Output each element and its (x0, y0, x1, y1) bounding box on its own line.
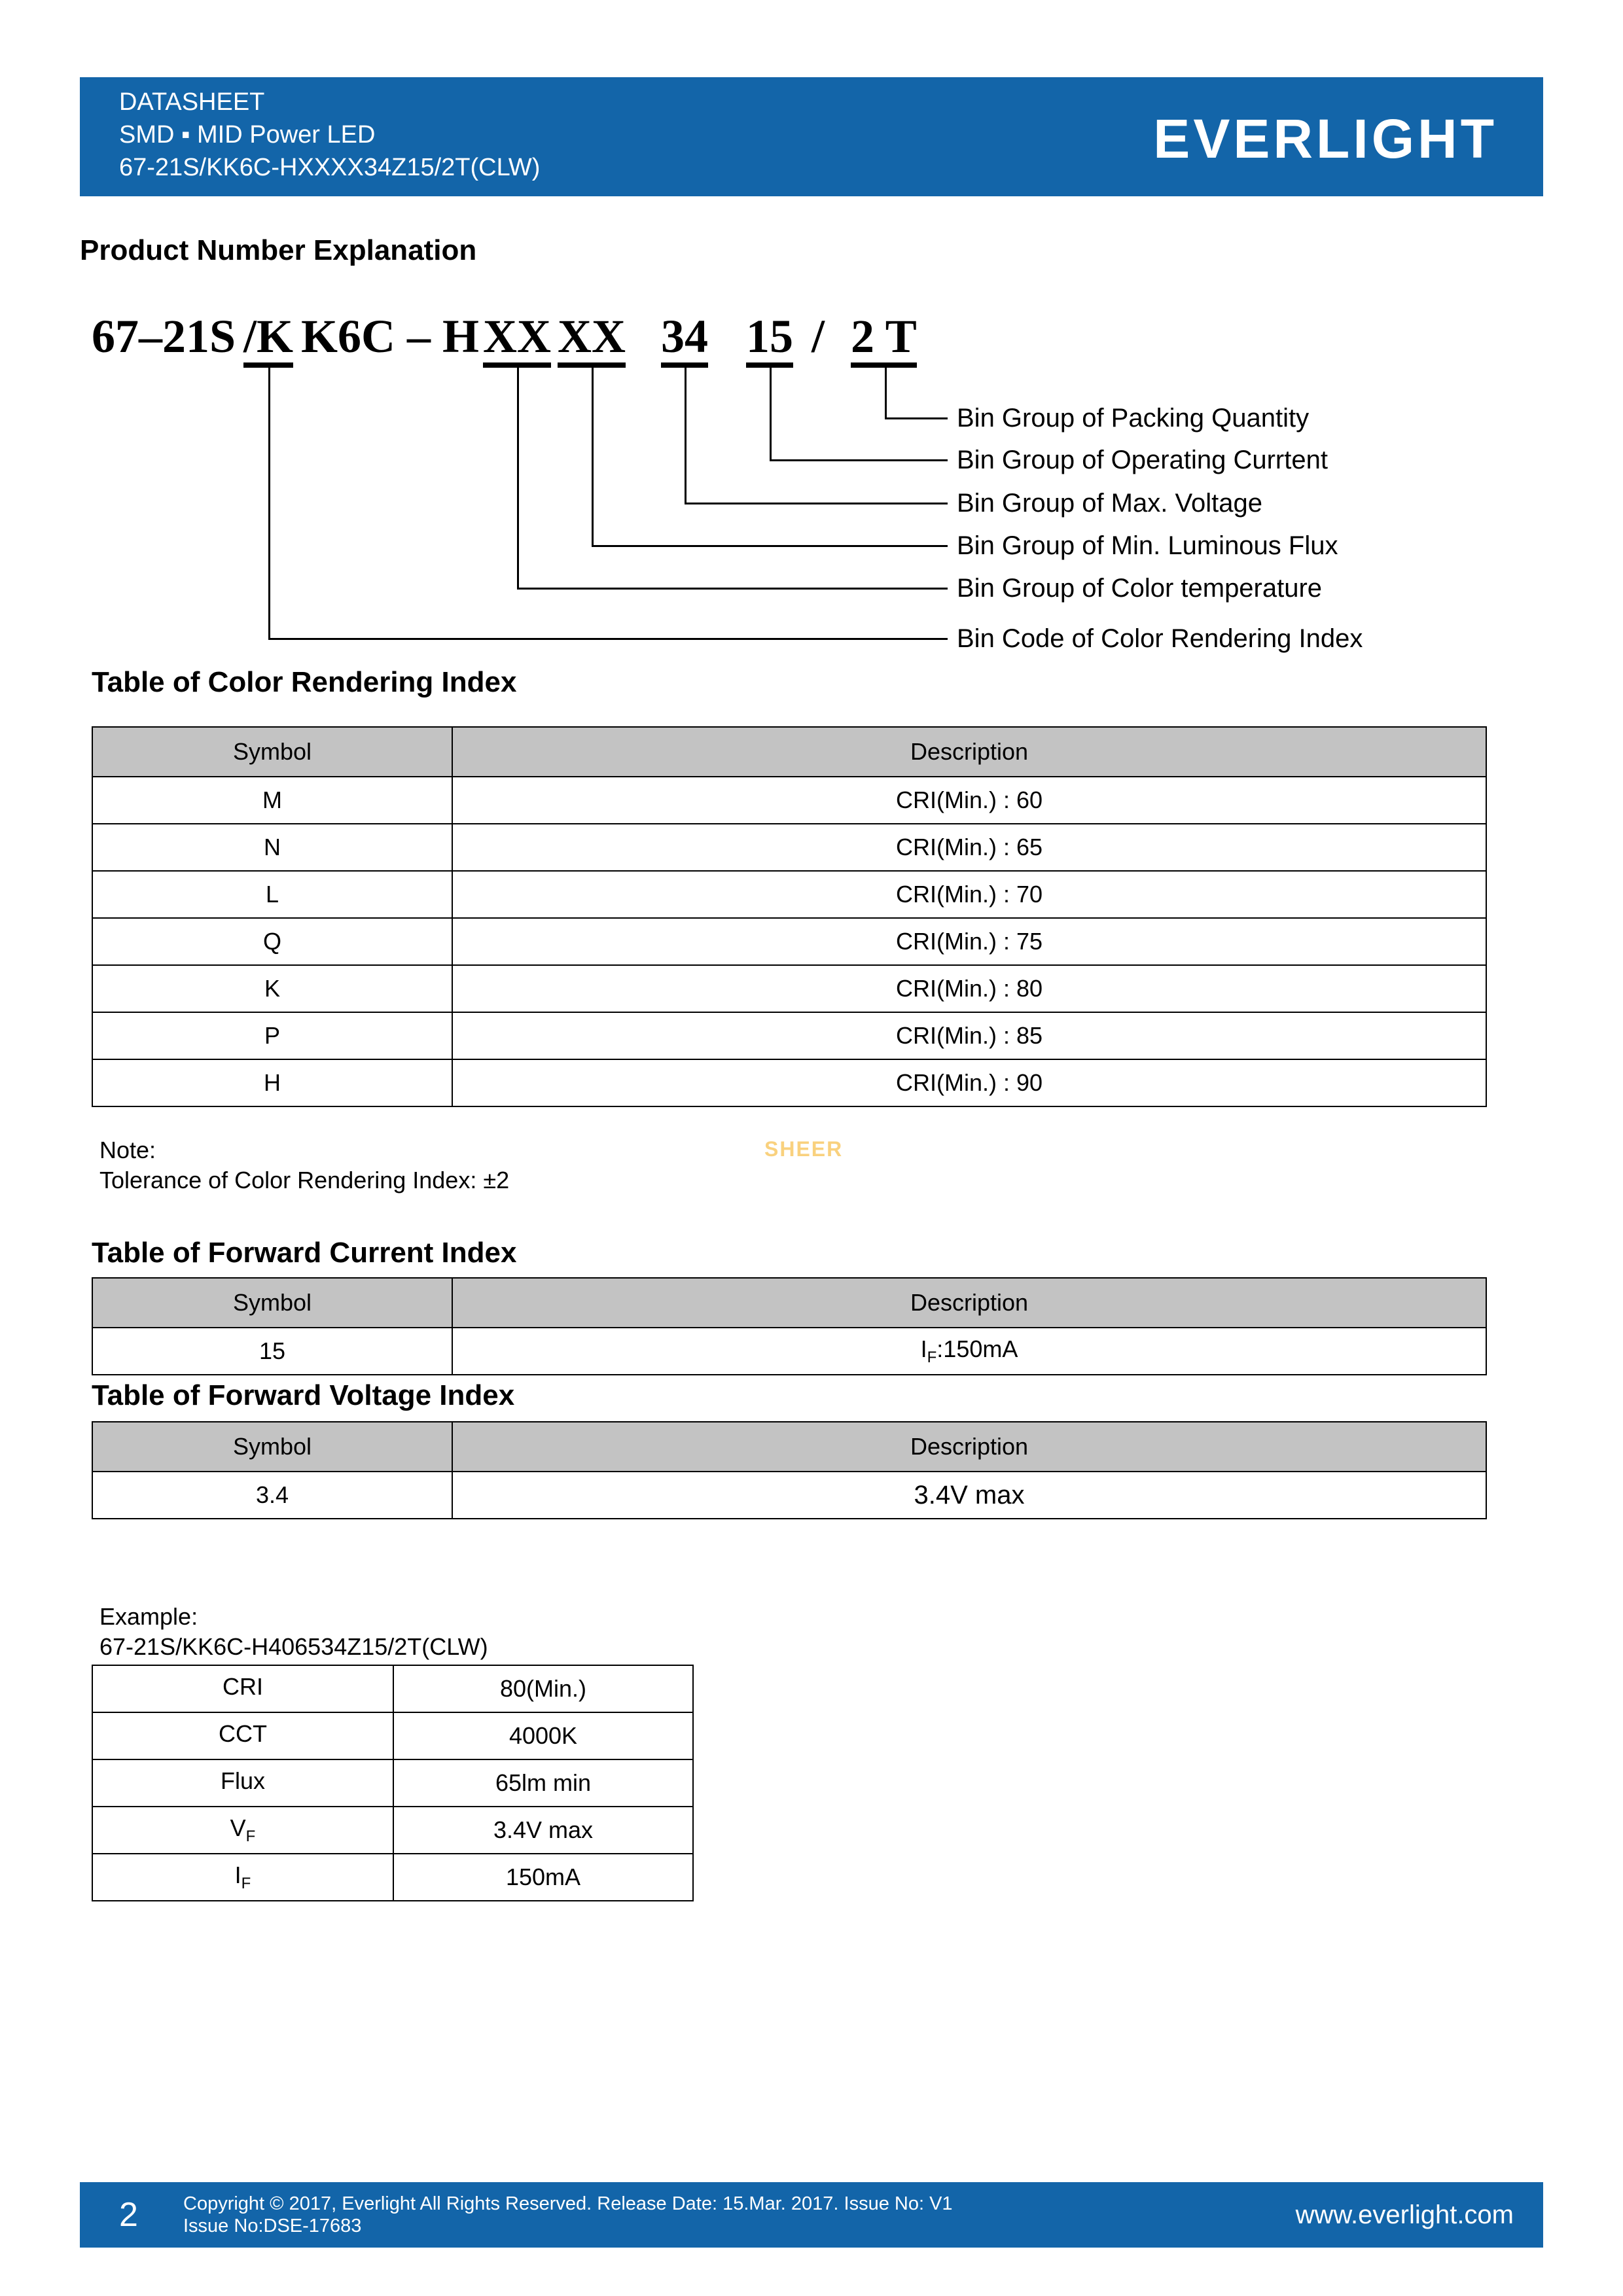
cri-description-cell: CRI(Min.) : 80 (452, 965, 1486, 1012)
connector-horizontal-cct (517, 588, 948, 590)
product-family-label: SMD ▪ MID Power LED (119, 121, 376, 149)
cri-table (92, 726, 1487, 1107)
table-row (92, 777, 1486, 824)
page-number: 2 (119, 2196, 138, 2234)
copyright-line-2: Issue No:DSE-17683 (183, 2216, 362, 2236)
diagram-label-cct: Bin Group of Color temperature (957, 574, 1323, 603)
cri-symbol-cell: Q (92, 918, 452, 965)
diagram-label-cri: Bin Code of Color Rendering Index (957, 624, 1363, 653)
part-segment-series: 67–21S (92, 310, 236, 362)
forward-voltage-table-title: Table of Forward Voltage Index (92, 1379, 515, 1411)
watermark-text: SHEER (764, 1137, 844, 1161)
cri-symbol-cell: K (92, 965, 452, 1012)
connector-vertical-cct (517, 368, 519, 590)
part-segment-packing: 2 T (851, 313, 917, 368)
fv-description-cell: 3.4V max (452, 1472, 1486, 1519)
table-row (92, 1854, 693, 1901)
table-row (92, 1012, 1486, 1059)
example-table (92, 1665, 694, 1901)
cri-symbol-cell: M (92, 777, 452, 824)
example-param-cell: $I_F$ (92, 1854, 393, 1901)
table-row (92, 1665, 693, 1712)
connector-horizontal-flux (592, 545, 948, 547)
example-part-number: 67-21S/KK6C-H406534Z15/2T(CLW) (99, 1633, 488, 1660)
example-param-cell: CRI (92, 1665, 393, 1712)
datasheet-label: DATASHEET (119, 88, 265, 116)
cri-description-cell: CRI(Min.) : 90 (452, 1059, 1486, 1106)
cri-header-symbol: Symbol (92, 727, 452, 777)
table-row (92, 1759, 693, 1807)
table-row (92, 1328, 1486, 1375)
table-row (92, 965, 1486, 1012)
part-segment-cri-code: /K (243, 313, 293, 368)
footer-bar (80, 2182, 1543, 2248)
table-row (92, 1472, 1486, 1519)
table-row (92, 1059, 1486, 1106)
part-segment-package: K6C – H (301, 310, 480, 362)
diagram-label-flux: Bin Group of Min. Luminous Flux (957, 531, 1338, 560)
example-param-cell: CCT (92, 1712, 393, 1759)
connector-vertical-flux (592, 368, 594, 547)
cri-description-cell: CRI(Min.) : 60 (452, 777, 1486, 824)
table-row (92, 1807, 693, 1854)
cri-header-description: Description (452, 727, 1486, 777)
fc-symbol-cell: 15 (92, 1328, 452, 1375)
part-segment-cct: XX (483, 313, 551, 368)
example-label: Example: (99, 1603, 198, 1630)
website-link: www.everlight.com (1295, 2200, 1514, 2229)
fc-header-symbol: Symbol (92, 1278, 452, 1328)
part-segment-flux: XX (558, 313, 626, 368)
part-number-header: 67-21S/KK6C-HXXXX34Z15/2T(CLW) (119, 154, 541, 181)
example-value-cell: 150mA (393, 1854, 693, 1901)
example-param-cell: $V_F$ (92, 1807, 393, 1854)
diagram-label-current: Bin Group of Operating Currtent (957, 446, 1328, 474)
fc-header-description: Description (452, 1278, 1486, 1328)
copyright-block (183, 2193, 953, 2237)
page-title: Product Number Explanation (80, 234, 477, 266)
connector-vertical-packing (885, 368, 887, 419)
part-segment-voltage: 34 (661, 313, 708, 368)
diagram-label-packing: Bin Group of Packing Quantity (957, 404, 1310, 433)
diagram-label-voltage: Bin Group of Max. Voltage (957, 489, 1262, 518)
connector-horizontal-voltage (685, 503, 948, 504)
connector-vertical-cri (268, 368, 270, 640)
example-value-cell: 3.4V max (393, 1807, 693, 1854)
connector-horizontal-cri (268, 638, 948, 640)
cri-description-cell: CRI(Min.) : 70 (452, 871, 1486, 918)
fv-header-description: Description (452, 1422, 1486, 1472)
forward-voltage-table (92, 1421, 1487, 1519)
connector-vertical-current (770, 368, 772, 461)
forward-current-table (92, 1277, 1487, 1375)
cri-symbol-cell: H (92, 1059, 452, 1106)
connector-vertical-voltage (685, 368, 687, 504)
note-text: Tolerance of Color Rendering Index: ±2 (99, 1167, 510, 1193)
cri-description-cell: CRI(Min.) : 65 (452, 824, 1486, 871)
forward-current-table-title: Table of Forward Current Index (92, 1237, 517, 1269)
part-segment-current: 15 (746, 313, 793, 368)
table-row (92, 1712, 693, 1759)
everlight-logo: EVERLIGHT (1153, 108, 1497, 169)
connector-horizontal-current (770, 459, 948, 461)
cri-symbol-cell: P (92, 1012, 452, 1059)
note-label: Note: (99, 1137, 156, 1163)
table-row (92, 871, 1486, 918)
table-row (92, 824, 1486, 871)
part-segment-slash: / (812, 310, 825, 362)
example-param-cell: Flux (92, 1759, 393, 1807)
cri-symbol-cell: N (92, 824, 452, 871)
example-value-cell: 80(Min.) (393, 1665, 693, 1712)
fv-header-symbol: Symbol (92, 1422, 452, 1472)
cri-description-cell: CRI(Min.) : 75 (452, 918, 1486, 965)
cri-table-title: Table of Color Rendering Index (92, 666, 517, 698)
cri-description-cell: CRI(Min.) : 85 (452, 1012, 1486, 1059)
fv-symbol-cell: 3.4 (92, 1472, 452, 1519)
fc-description-cell: $I_F:150mA$ (452, 1328, 1486, 1375)
cri-symbol-cell: L (92, 871, 452, 918)
example-value-cell: 4000K (393, 1712, 693, 1759)
table-row (92, 918, 1486, 965)
connector-horizontal-packing (885, 417, 948, 419)
part-number-diagram (0, 0, 1623, 687)
copyright-line-1: Copyright © 2017, Everlight All Rights Reserved. Release Date: 15.Mar. 2017. Issue No: V1 (183, 2193, 953, 2214)
example-value-cell: 65lm min (393, 1759, 693, 1807)
